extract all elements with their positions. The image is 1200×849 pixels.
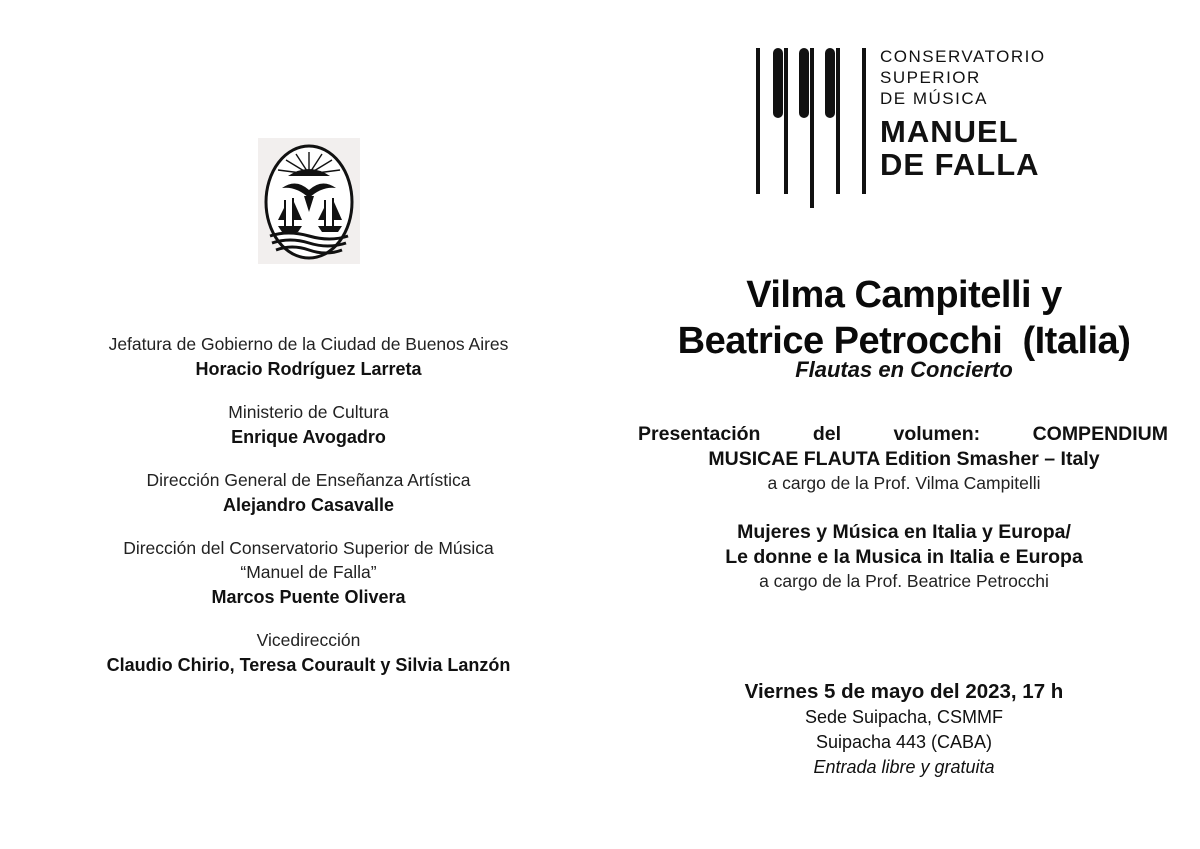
presentation-heading xyxy=(620,422,1188,447)
authorities-list xyxy=(30,332,587,696)
event-panel xyxy=(620,272,1188,780)
authority-name: Marcos Puente Olivera xyxy=(211,587,406,607)
authority-group xyxy=(30,400,587,450)
performers-title: Vilma Campitelli y xyxy=(746,274,1062,316)
authority-title-line2: “Manuel de Falla” xyxy=(240,562,377,582)
authority-group xyxy=(30,332,587,382)
logo-line: DE MÚSICA xyxy=(880,89,988,108)
authority-name: Horacio Rodríguez Larreta xyxy=(195,359,422,379)
authority-title: Jefatura de Gobierno de la Ciudad de Buenos Aires xyxy=(108,334,509,354)
event-details xyxy=(620,678,1188,780)
talk-title: Le donne e la Musica in Italia e Europa xyxy=(725,546,1083,568)
authority-name: Claudio Chirio, Teresa Courault y Silvia Lanzón xyxy=(106,655,511,675)
logo-line: SUPERIOR xyxy=(880,68,981,87)
concert-subtitle: Flautas en Concierto xyxy=(795,357,1013,382)
buenos-aires-seal xyxy=(258,138,360,264)
logo-name: DE FALLA xyxy=(880,147,1040,182)
talk-title: Mujeres y Música en Italia y Europa/ xyxy=(737,521,1071,543)
logo-name: MANUEL xyxy=(880,114,1019,149)
piano-keys-logo-icon xyxy=(754,44,874,214)
talk-byline: a cargo de la Prof. Beatrice Petrocchi xyxy=(759,571,1049,591)
authority-name: Enrique Avogadro xyxy=(231,427,386,447)
event-admission: Entrada libre y gratuita xyxy=(813,757,995,777)
performers-title: Beatrice Petrocchi (Italia) xyxy=(677,320,1131,362)
conservatory-logo xyxy=(754,44,1064,214)
presentation-word: del xyxy=(812,423,842,445)
authority-title: Vicedirección xyxy=(256,630,361,650)
event-venue: Sede Suipacha, CSMMF xyxy=(804,707,1004,727)
event-address: Suipacha 443 (CABA) xyxy=(815,732,993,752)
talk-block xyxy=(620,520,1188,592)
authority-group xyxy=(30,628,587,678)
left-panel xyxy=(30,0,587,849)
presentation-block xyxy=(620,422,1188,494)
presentation-title: MUSICAE FLAUTA Edition Smasher – Italy xyxy=(708,448,1100,470)
logo-wordmark xyxy=(880,46,1046,181)
authority-group xyxy=(30,536,587,610)
presentation-word: COMPENDIUM xyxy=(1032,423,1168,445)
authority-title: Dirección del Conservatorio Superior de Música xyxy=(123,538,494,558)
logo-line: CONSERVATORIO xyxy=(880,47,1046,66)
buenos-aires-coat-of-arms-icon xyxy=(258,138,360,264)
presentation-byline: a cargo de la Prof. Vilma Campitelli xyxy=(767,473,1041,493)
authority-title: Ministerio de Cultura xyxy=(228,402,389,422)
authority-group xyxy=(30,468,587,518)
presentation-word: volumen: xyxy=(893,423,981,445)
authority-name: Alejandro Casavalle xyxy=(222,495,395,515)
event-date: Viernes 5 de mayo del 2023, 17 h xyxy=(744,680,1064,703)
authority-title: Dirección General de Enseñanza Artística xyxy=(146,470,471,490)
presentation-word: Presentación xyxy=(638,423,761,445)
